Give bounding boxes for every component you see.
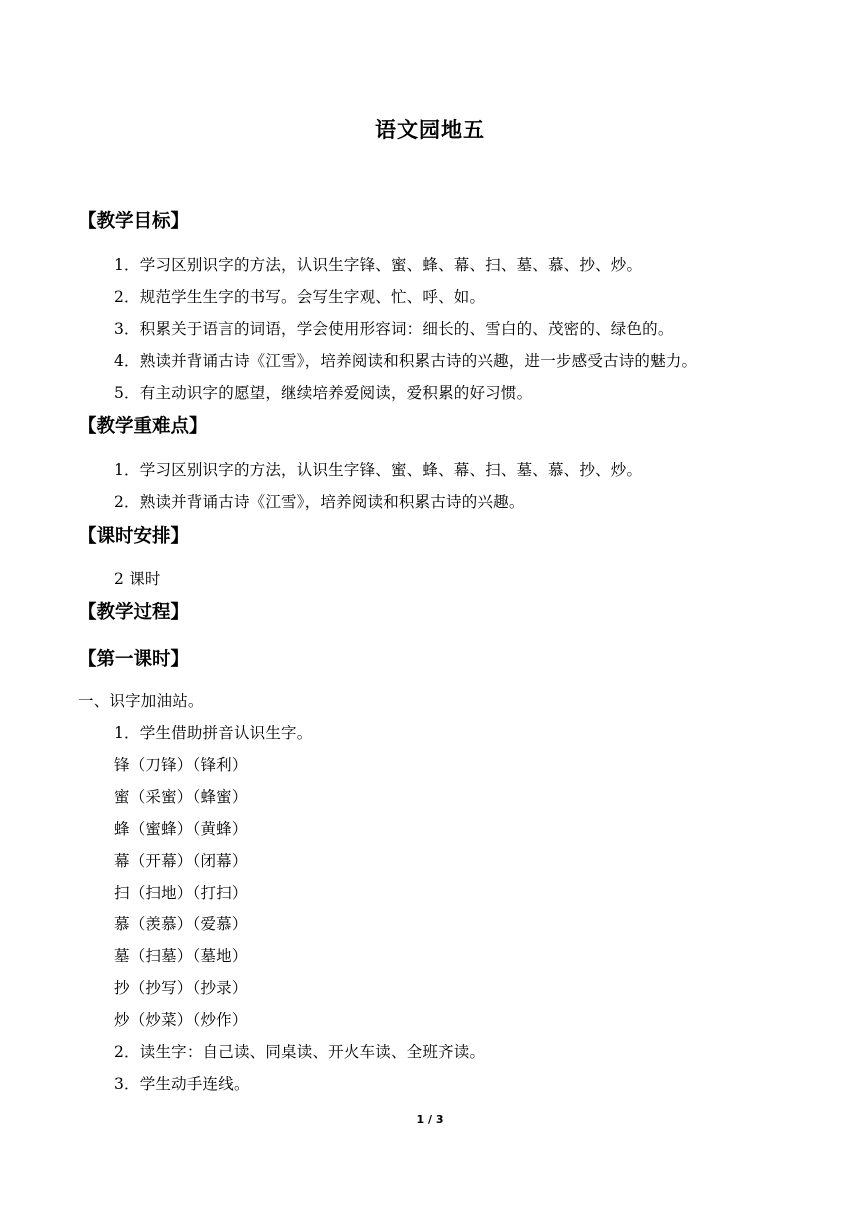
word-item: 幕（开幕）（闭幕） [114, 852, 248, 870]
goal-item-2: 2．规范学生生字的书写。会写生字观、忙、呼、如。 [114, 288, 486, 306]
step-1: 1．学生借助拼音认识生字。 [114, 724, 313, 742]
section-heading-schedule: 【课时安排】 [78, 526, 190, 547]
word-item: 锋（刀锋）（锋利） [114, 756, 248, 774]
word-item: 抄（抄写）（抄录） [114, 979, 248, 997]
key-point-item-1: 1．学习区别识字的方法，认识生字锋、蜜、蜂、幕、扫、墓、慕、抄、炒。 [114, 461, 643, 479]
step-2: 2．读生字：自己读、同桌读、开火车读、全班齐读。 [114, 1043, 486, 1061]
word-item: 炒（炒菜）（炒作） [114, 1011, 248, 1029]
goal-item-4: 4．熟读并背诵古诗《江雪》，培养阅读和积累古诗的兴趣，进一步感受古诗的魅力。 [114, 352, 698, 370]
section-heading-key-points: 【教学重难点】 [78, 416, 208, 437]
step-3: 3．学生动手连线。 [114, 1075, 250, 1093]
part-title: 一、识字加油站。 [78, 692, 204, 710]
goal-item-5: 5．有主动识字的愿望，继续培养爱阅读，爱积累的好习惯。 [114, 384, 533, 402]
section-heading-first-lesson: 【第一课时】 [78, 649, 190, 670]
schedule-text: 2 课时 [114, 570, 161, 588]
word-item: 墓（扫墓）（墓地） [114, 947, 248, 965]
goal-item-3: 3．积累关于语言的词语，学会使用形容词：细长的、雪白的、茂密的、绿色的。 [114, 320, 674, 338]
section-heading-goals: 【教学目标】 [78, 211, 190, 232]
word-item: 慕（羡慕）（爱慕） [114, 915, 248, 933]
page-number: 1 / 3 [416, 1113, 444, 1126]
key-point-item-2: 2．熟读并背诵古诗《江雪》，培养阅读和积累古诗的兴趣。 [114, 493, 525, 511]
word-item: 蜜（采蜜）（蜂蜜） [114, 788, 248, 806]
word-item: 蜂（蜜蜂）（黄蜂） [114, 820, 248, 838]
word-item: 扫（扫地）（打扫） [114, 884, 248, 902]
section-heading-process: 【教学过程】 [78, 602, 190, 623]
page-title: 语文园地五 [375, 118, 485, 142]
goal-item-1: 1．学习区别识字的方法，认识生字锋、蜜、蜂、幕、扫、墓、慕、抄、炒。 [114, 256, 643, 274]
